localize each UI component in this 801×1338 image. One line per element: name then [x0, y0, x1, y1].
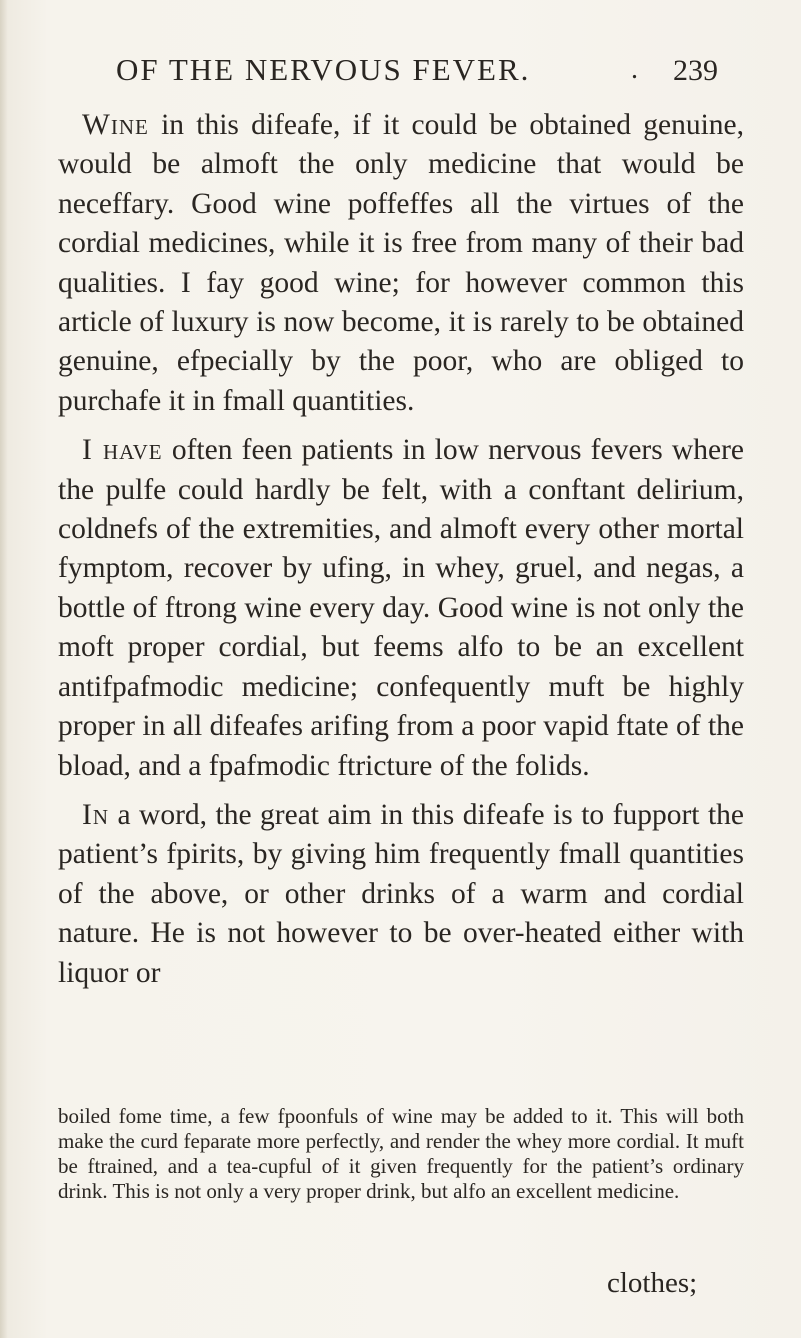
page-left-edge: [0, 0, 8, 1338]
catchword: clothes;: [607, 1267, 698, 1299]
paragraph-summary: [58, 796, 744, 993]
paragraph-text: a word, the great aim in this difeafe is to fupport the patient’s fpirits, by giving him frequently fmall quantities of the above, or other drinks of a warm and cordial nature. He is not however to be over-heated either with liquor or: [58, 798, 744, 989]
paragraph-lead: Wine: [82, 109, 149, 141]
paragraph-patients: [58, 431, 744, 786]
page-number: 239: [673, 54, 718, 87]
paragraph-text: in this difeafe, if it could be obtained genuine, would be almoft the only medicine that would be neceffary. Good wine poffeffes all the virtues of the cordial medicines, while it is free from many of their bad qualities. I fay good wine; for however common this article of luxury is now become, it is rarely to be obtained genuine, efpecially by the poor, who are obliged to purchafe it in fmall quantities.: [58, 109, 744, 417]
main-text: [58, 106, 744, 1003]
running-title: OF THE NERVOUS FEVER.: [116, 52, 531, 87]
running-dot: .: [631, 54, 638, 85]
paragraph-text: often feen patients in low nervous fevers where the pulfe could hardly be felt, with a conftant delirium, coldnefs of the extremities, and almoft every other mortal fymptom, recover by ufing, in whey, gruel, and negas, a bottle of ftrong wine every day. Good wine is not only the moft proper cordial, but feems alfo to be an excellent antifpafmodic medicine; confequently muft be highly proper in all difeafes arifing from a poor vapid ftate of the bload, and a fpafmodic ftricture of the folids.: [58, 434, 744, 782]
paragraph-lead: In: [82, 798, 109, 831]
paragraph-lead: I have: [82, 434, 163, 467]
paragraph-wine: [58, 106, 744, 421]
footnote: boiled fome time, a few fpoonfuls of wine may be added to it. This will both make the curd feparate more perfectly, and render the whey more cordial. It muft be ftrained, and a tea-cupful of it given frequently for the patient’s ordinary drink. This is not only a very proper drink, but alfo an excellent medicine.: [58, 1104, 744, 1203]
page-header: [116, 52, 801, 92]
